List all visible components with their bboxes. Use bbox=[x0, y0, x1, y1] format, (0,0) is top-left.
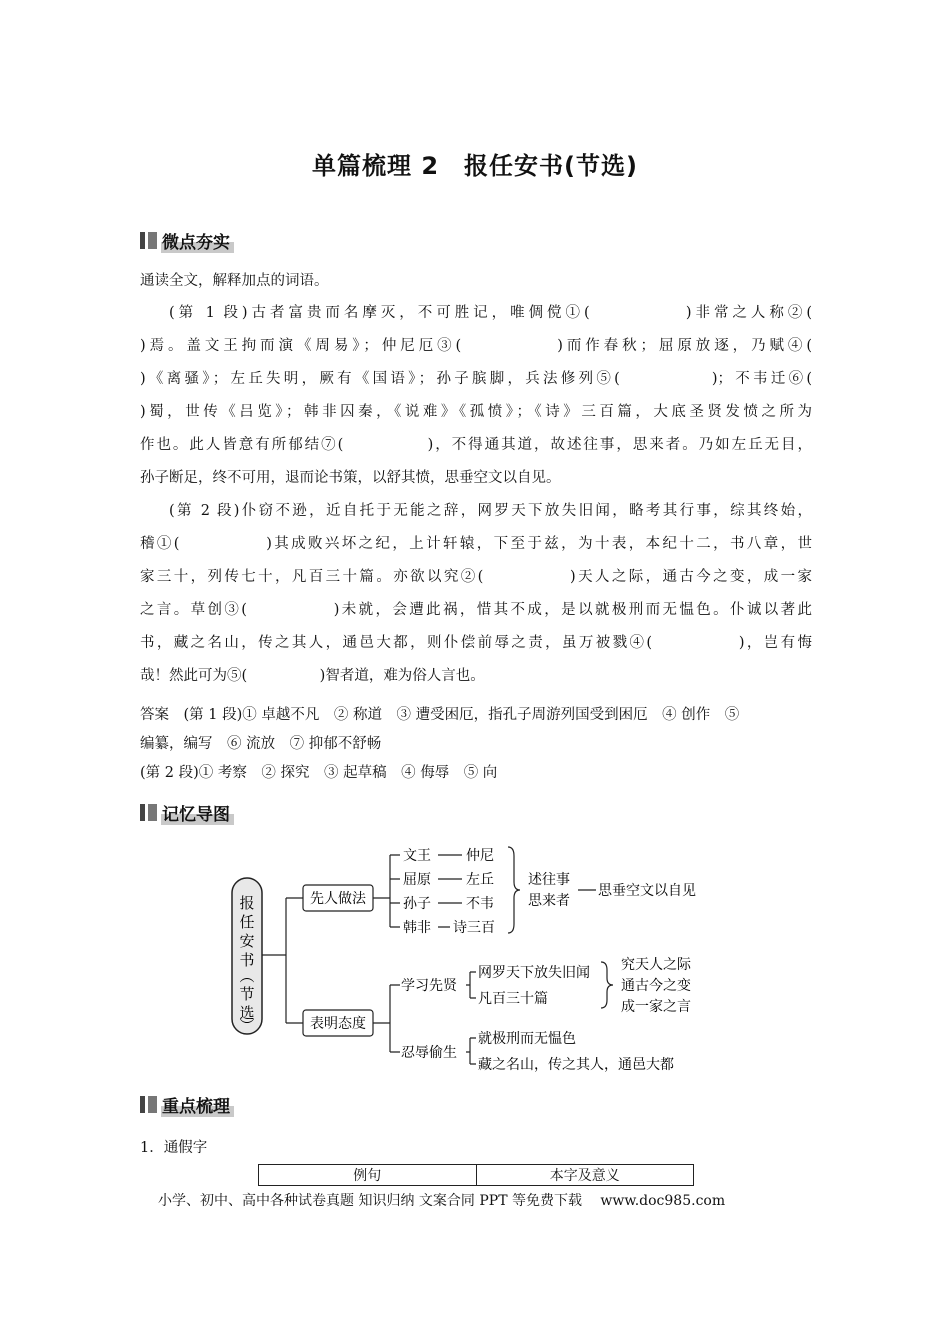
passage-line: )蜀，世传《吕览》；韩非囚秦，《说难》《孤愤》；《诗》三百篇，大底圣贤发愤之所为 bbox=[140, 404, 812, 420]
mindmap-sub-item: 就极刑而无愠色 bbox=[478, 1031, 576, 1047]
mindmap-branch1: 先人做法 bbox=[310, 891, 366, 907]
mindmap-root-char: 节 bbox=[239, 985, 255, 1003]
mindmap-item: 屈原 bbox=[403, 872, 431, 888]
passage-line: )焉。盖文王拘而演《周易》；仲尼厄③( )而作春秋；屈原放逐，乃赋④( bbox=[140, 338, 812, 354]
passage-line: 哉！然此可为⑤( )智者道，难为俗人言也。 bbox=[140, 668, 485, 684]
passage-line: 孙子断足，终不可用，退而论书策，以舒其愤，思垂空文以自见。 bbox=[140, 470, 561, 486]
mindmap-root-char: 书 bbox=[239, 951, 255, 969]
mindmap-root-char: ︶ bbox=[239, 1017, 255, 1035]
mindmap-sub: 学习先贤 bbox=[401, 978, 457, 994]
mindmap-branch2: 表明态度 bbox=[310, 1016, 366, 1032]
passage-line: (第 2 段)仆窃不逊，近自托于无能之辞，网罗天下放失旧闻，略考其行事，综其终始， bbox=[169, 503, 812, 519]
section-marker bbox=[148, 1096, 157, 1113]
section-marker bbox=[140, 1096, 145, 1113]
passage-line: )《离骚》；左丘失明，厥有《国语》；孙子膑脚，兵法修列⑤( )；不韦迁⑥( bbox=[140, 371, 812, 387]
mindmap-sub-item: 凡百三十篇 bbox=[478, 991, 548, 1007]
passage-line: 家三十，列传七十，凡百三十篇。亦欲以究②( )天人之际，通古今之变，成一家 bbox=[140, 569, 812, 585]
mindmap-root-char: ︵ bbox=[239, 967, 255, 985]
passage-line: (第 1 段)古者富贵而名摩灭，不可胜记，唯倜傥①( )非常之人称②( bbox=[169, 305, 812, 321]
mindmap-sub-result: 通古今之变 bbox=[621, 978, 691, 994]
section-label: 记忆导图 bbox=[161, 800, 234, 825]
passage-line: 稽①( )其成败兴坏之纪，上计轩辕，下至于兹，为十表，本纪十二，书八章，世 bbox=[140, 536, 812, 552]
passage-line: 作也。此人皆意有所郁结⑦( )，不得通其道，故述往事，思来者。乃如左丘无目， bbox=[140, 437, 812, 453]
mindmap-result: 思垂空文以自见 bbox=[598, 883, 696, 899]
instruction-text: 通读全文，解释加点的词语。 bbox=[140, 273, 329, 289]
passage-line: 之言。草创③( )未就，会遭此祸，惜其不成，是以就极刑而无愠色。仆诚以著此 bbox=[140, 602, 812, 618]
table-header-cell: 例句 bbox=[259, 1165, 477, 1186]
answer-line: 答案 (第 1 段)① 卓越不凡 ② 称道 ③ 遭受困厄，指孔子周游列国受到困厄 ④ 创作 ⑤ bbox=[140, 707, 740, 723]
mindmap-item: 文王 bbox=[403, 848, 431, 864]
table-header-row bbox=[259, 1165, 694, 1186]
subsection-title: 1．通假字 bbox=[140, 1140, 208, 1156]
mindmap-root-char: 报 bbox=[239, 894, 255, 912]
page-footer: 小学、初中、高中各种试卷真题 知识归纳 文案合同 PPT 等免费下载 www.doc985.com bbox=[158, 1193, 726, 1209]
mindmap-sub-result: 究天人之际 bbox=[621, 957, 691, 973]
table-header-cell: 本字及意义 bbox=[476, 1165, 694, 1186]
mindmap-root-char: 任 bbox=[239, 913, 255, 931]
section-label: 重点梳理 bbox=[161, 1092, 234, 1117]
mindmap-item: 韩非 bbox=[403, 920, 431, 936]
section-label: 微点夯实 bbox=[161, 228, 234, 253]
tongjia-table bbox=[258, 1164, 694, 1186]
mindmap-item: 诗三百 bbox=[453, 920, 495, 936]
answer-line: (第 2 段)① 考察 ② 探究 ③ 起草稿 ④ 侮辱 ⑤ 向 bbox=[140, 765, 498, 781]
passage-line: 书，藏之名山，传之其人，通邑大都，则仆偿前辱之责，虽万被戮④( )，岂有悔 bbox=[140, 635, 812, 651]
mindmap-sub: 忍辱偷生 bbox=[401, 1045, 457, 1061]
mindmap-mid: 思来者 bbox=[528, 893, 570, 909]
mindmap-sub-item: 藏之名山，传之其人，通邑大都 bbox=[478, 1057, 674, 1073]
mindmap-sub-result: 成一家之言 bbox=[621, 999, 691, 1015]
mindmap-root-char: 选 bbox=[239, 1004, 255, 1022]
mindmap-item: 仲尼 bbox=[466, 848, 494, 864]
mindmap-item: 左丘 bbox=[466, 872, 494, 888]
section-header-zhongdian bbox=[140, 1093, 234, 1115]
mindmap-item: 不韦 bbox=[466, 896, 494, 912]
page-title: 单篇梳理 2 报任安书(节选) bbox=[312, 152, 638, 180]
mindmap-root-char: 安 bbox=[239, 932, 255, 950]
mindmap-mid: 述往事 bbox=[528, 872, 570, 888]
mindmap-sub-item: 网罗天下放失旧闻 bbox=[478, 965, 590, 981]
mindmap-item: 孙子 bbox=[403, 896, 431, 912]
answer-line: 编纂，编写 ⑥ 流放 ⑦ 抑郁不舒畅 bbox=[140, 736, 382, 752]
